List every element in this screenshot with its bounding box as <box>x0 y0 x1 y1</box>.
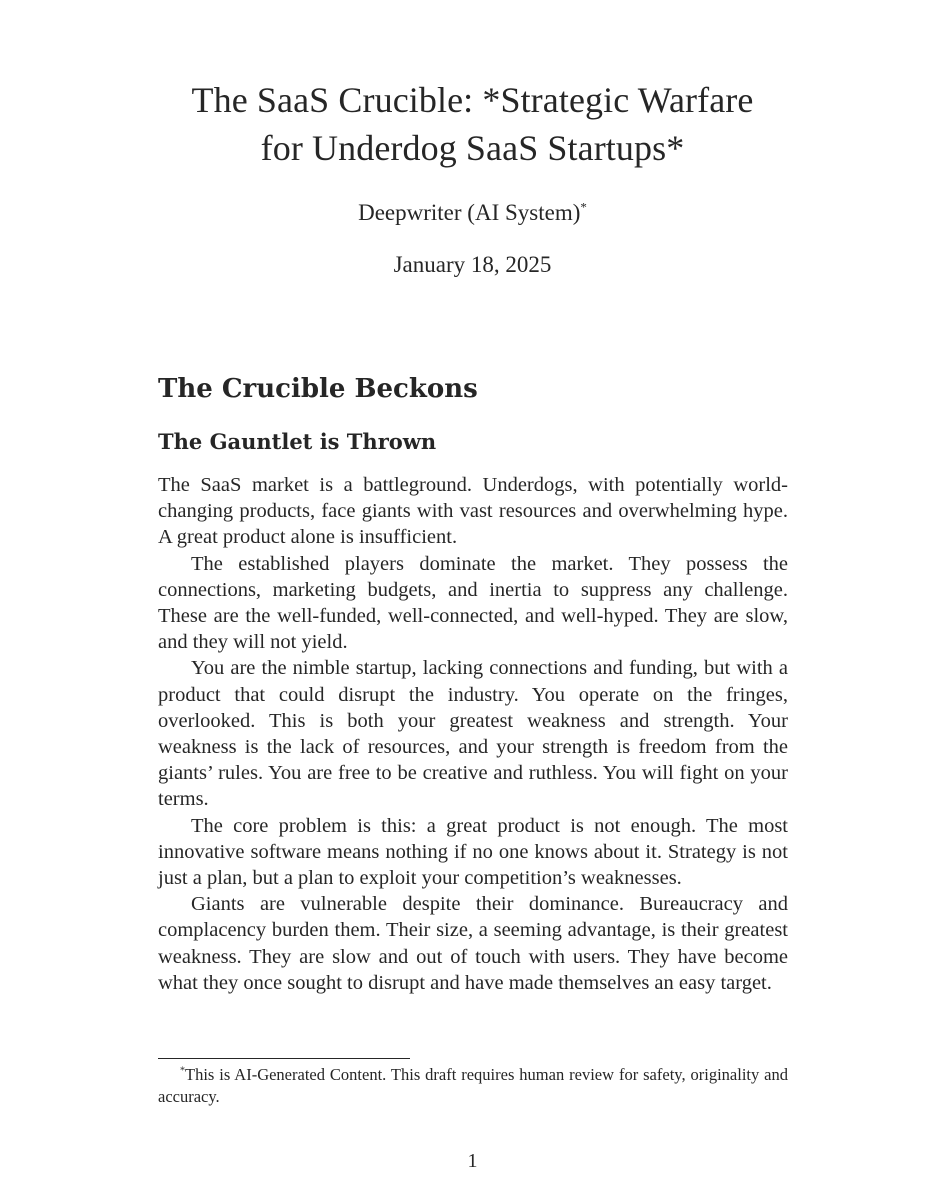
paragraph-4: The core problem is this: a great product is not enough. The most innovative software means nothing if no one knows about it. Strategy is not just a plan, but a plan to exploit your competition’s weaknesses. <box>158 814 788 890</box>
author-name: Deepwriter (AI System) <box>358 200 581 225</box>
paragraph-2: The established players dominate the market. They possess the connections, marketing budgets, and inertia to suppress any challenge. These are the well-funded, well-connected, and well-hyped. They are slow, and they will not yield. <box>158 552 788 654</box>
title-line-2: for Underdog SaaS Startups* <box>260 128 685 168</box>
document-date: January 18, 2025 <box>393 252 552 277</box>
page-number: 1 <box>467 1150 478 1172</box>
paragraph-3: You are the nimble startup, lacking connections and funding, but with a product that could disrupt the industry. You operate on the fringes, overlooked. This is both your greatest weakness and strength. Your weakness is the lack of resources, and your strength is freedom from the giants’ rules. You are free to be creative and ruthless. You will fight on your terms. <box>158 657 788 811</box>
footnote-text: This is AI-Generated Content. This draft requires human review for safety, originality and accuracy. <box>158 1065 788 1106</box>
section-title: The Crucible Beckons <box>158 374 478 404</box>
author-line <box>100 197 845 229</box>
author-footnote-mark: * <box>580 199 587 215</box>
subsection-title: The Gauntlet is Thrown <box>158 429 437 454</box>
title-line-1: The SaaS Crucible: *Strategic Warfare <box>191 80 754 120</box>
paragraph-1: The SaaS market is a battleground. Underdogs, with potentially world-changing products, face giants with vast resources and overwhelming hype. A great product alone is insufficient. <box>158 474 788 549</box>
paragraph-5: Giants are vulnerable despite their dominance. Bureaucracy and complacency burden them. Their size, a seeming advantage, is their greatest weakness. They are slow and out of touch with users. They have become what they once sought to disrupt and have made themselves an easy target. <box>158 893 788 994</box>
footnote <box>158 1064 788 1108</box>
footnote-divider <box>158 1058 410 1059</box>
footnote-mark: * <box>180 1065 185 1077</box>
document-title <box>100 76 845 172</box>
body-text <box>158 472 788 996</box>
